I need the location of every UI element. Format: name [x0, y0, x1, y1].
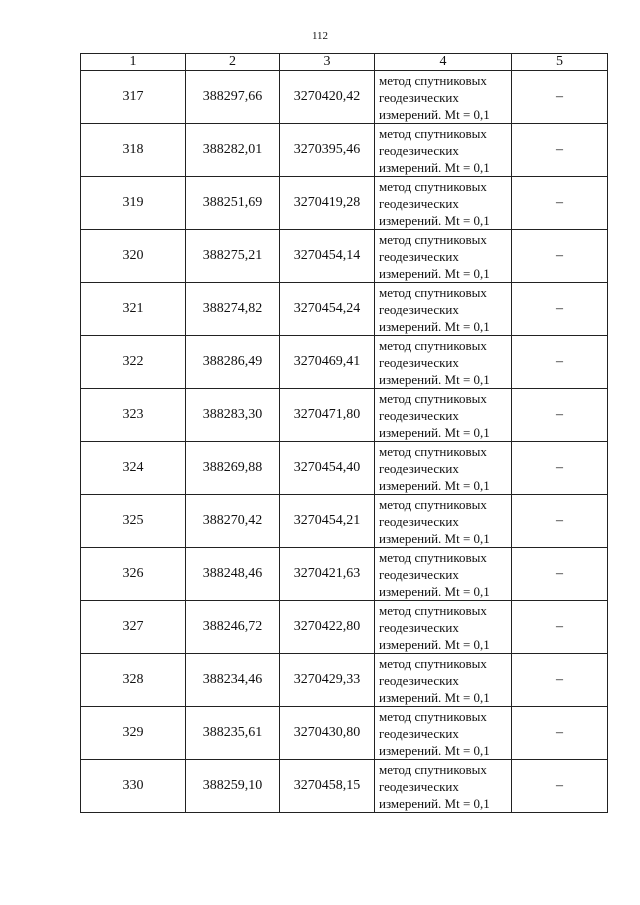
method-text-line: измерений. Mt = 0,1: [379, 477, 490, 493]
y-coordinate-cell: 3270469,41: [280, 336, 375, 389]
method-text-line: геодезических: [379, 566, 459, 582]
method-text-line: метод спутниковых: [379, 443, 487, 459]
method-text-line: метод спутниковых: [379, 231, 487, 247]
method-text-line: измерений. Mt = 0,1: [379, 530, 490, 546]
table-row: [81, 548, 608, 601]
method-text-line: измерений. Mt = 0,1: [379, 636, 490, 652]
method-cell: [375, 548, 512, 601]
note-dash-cell: –: [512, 707, 608, 760]
coordinates-table: [80, 53, 608, 813]
method-text-line: геодезических: [379, 619, 459, 635]
note-dash-cell: –: [512, 601, 608, 654]
note-dash-cell: –: [512, 230, 608, 283]
y-coordinate-cell: 3270420,42: [280, 71, 375, 124]
method-text-line: измерений. Mt = 0,1: [379, 159, 490, 175]
y-coordinate-cell: 3270454,24: [280, 283, 375, 336]
note-dash-cell: –: [512, 495, 608, 548]
y-coordinate-cell: 3270471,80: [280, 389, 375, 442]
note-dash-cell: –: [512, 283, 608, 336]
note-dash-cell: –: [512, 548, 608, 601]
point-number-cell: 321: [81, 283, 186, 336]
method-text-line: метод спутниковых: [379, 549, 487, 565]
point-number-cell: 326: [81, 548, 186, 601]
y-coordinate-cell: 3270395,46: [280, 124, 375, 177]
point-number-cell: 328: [81, 654, 186, 707]
x-coordinate-cell: 388270,42: [186, 495, 280, 548]
table-body: [81, 71, 608, 813]
note-dash-cell: –: [512, 177, 608, 230]
table-row: [81, 601, 608, 654]
table-row: [81, 230, 608, 283]
y-coordinate-cell: 3270430,80: [280, 707, 375, 760]
x-coordinate-cell: 388297,66: [186, 71, 280, 124]
x-coordinate-cell: 388251,69: [186, 177, 280, 230]
note-dash-cell: –: [512, 389, 608, 442]
method-cell: [375, 124, 512, 177]
method-text-line: геодезических: [379, 301, 459, 317]
method-text-line: геодезических: [379, 195, 459, 211]
method-text-line: геодезических: [379, 778, 459, 794]
method-text-line: измерений. Mt = 0,1: [379, 106, 490, 122]
method-text-line: метод спутниковых: [379, 602, 487, 618]
table-row: [81, 283, 608, 336]
point-number-cell: 327: [81, 601, 186, 654]
note-dash-cell: –: [512, 71, 608, 124]
method-text-line: геодезических: [379, 513, 459, 529]
method-text-line: геодезических: [379, 672, 459, 688]
point-number-cell: 320: [81, 230, 186, 283]
method-text-line: измерений. Mt = 0,1: [379, 318, 490, 334]
point-number-cell: 329: [81, 707, 186, 760]
x-coordinate-cell: 388275,21: [186, 230, 280, 283]
table-row: [81, 177, 608, 230]
method-text-line: измерений. Mt = 0,1: [379, 583, 490, 599]
method-text-line: измерений. Mt = 0,1: [379, 265, 490, 281]
x-coordinate-cell: 388259,10: [186, 760, 280, 813]
method-cell: [375, 495, 512, 548]
y-coordinate-cell: 3270429,33: [280, 654, 375, 707]
header-col-2: 2: [186, 54, 280, 71]
method-text-line: метод спутниковых: [379, 496, 487, 512]
method-cell: [375, 601, 512, 654]
method-text-line: геодезических: [379, 407, 459, 423]
method-text-line: метод спутниковых: [379, 178, 487, 194]
y-coordinate-cell: 3270422,80: [280, 601, 375, 654]
method-text-line: измерений. Mt = 0,1: [379, 742, 490, 758]
header-col-1: 1: [81, 54, 186, 71]
method-text-line: геодезических: [379, 89, 459, 105]
method-text-line: метод спутниковых: [379, 761, 487, 777]
y-coordinate-cell: 3270454,21: [280, 495, 375, 548]
table-row: [81, 124, 608, 177]
method-text-line: метод спутниковых: [379, 72, 487, 88]
method-text-line: геодезических: [379, 460, 459, 476]
x-coordinate-cell: 388235,61: [186, 707, 280, 760]
method-cell: [375, 71, 512, 124]
table-row: [81, 760, 608, 813]
note-dash-cell: –: [512, 336, 608, 389]
method-text-line: измерений. Mt = 0,1: [379, 795, 490, 811]
table-row: [81, 442, 608, 495]
method-cell: [375, 707, 512, 760]
x-coordinate-cell: 388286,49: [186, 336, 280, 389]
method-text-line: метод спутниковых: [379, 125, 487, 141]
method-text-line: метод спутниковых: [379, 708, 487, 724]
x-coordinate-cell: 388248,46: [186, 548, 280, 601]
x-coordinate-cell: 388234,46: [186, 654, 280, 707]
note-dash-cell: –: [512, 124, 608, 177]
point-number-cell: 325: [81, 495, 186, 548]
point-number-cell: 317: [81, 71, 186, 124]
method-text-line: метод спутниковых: [379, 337, 487, 353]
method-text-line: геодезических: [379, 354, 459, 370]
method-text-line: метод спутниковых: [379, 655, 487, 671]
method-text-line: измерений. Mt = 0,1: [379, 371, 490, 387]
x-coordinate-cell: 388283,30: [186, 389, 280, 442]
method-text-line: геодезических: [379, 248, 459, 264]
point-number-cell: 324: [81, 442, 186, 495]
page-number: 112: [311, 30, 329, 42]
table-row: [81, 389, 608, 442]
method-text-line: метод спутниковых: [379, 390, 487, 406]
y-coordinate-cell: 3270419,28: [280, 177, 375, 230]
point-number-cell: 323: [81, 389, 186, 442]
point-number-cell: 318: [81, 124, 186, 177]
note-dash-cell: –: [512, 442, 608, 495]
method-cell: [375, 654, 512, 707]
x-coordinate-cell: 388282,01: [186, 124, 280, 177]
point-number-cell: 322: [81, 336, 186, 389]
x-coordinate-cell: 388269,88: [186, 442, 280, 495]
x-coordinate-cell: 388274,82: [186, 283, 280, 336]
table-row: [81, 654, 608, 707]
method-cell: [375, 442, 512, 495]
method-text-line: геодезических: [379, 142, 459, 158]
method-text-line: измерений. Mt = 0,1: [379, 212, 490, 228]
method-cell: [375, 389, 512, 442]
method-text-line: измерений. Mt = 0,1: [379, 689, 490, 705]
method-text-line: измерений. Mt = 0,1: [379, 424, 490, 440]
header-col-3: 3: [280, 54, 375, 71]
y-coordinate-cell: 3270458,15: [280, 760, 375, 813]
method-text-line: метод спутниковых: [379, 284, 487, 300]
method-cell: [375, 177, 512, 230]
y-coordinate-cell: 3270421,63: [280, 548, 375, 601]
x-coordinate-cell: 388246,72: [186, 601, 280, 654]
header-col-5: 5: [512, 54, 608, 71]
note-dash-cell: –: [512, 654, 608, 707]
method-cell: [375, 230, 512, 283]
point-number-cell: 319: [81, 177, 186, 230]
y-coordinate-cell: 3270454,40: [280, 442, 375, 495]
table-row: [81, 495, 608, 548]
table-row: [81, 336, 608, 389]
method-cell: [375, 336, 512, 389]
table-row: [81, 707, 608, 760]
method-cell: [375, 760, 512, 813]
table-row: [81, 71, 608, 124]
header-col-4: 4: [375, 54, 512, 71]
header-row: [81, 54, 608, 71]
point-number-cell: 330: [81, 760, 186, 813]
note-dash-cell: –: [512, 760, 608, 813]
method-cell: [375, 283, 512, 336]
y-coordinate-cell: 3270454,14: [280, 230, 375, 283]
method-text-line: геодезических: [379, 725, 459, 741]
